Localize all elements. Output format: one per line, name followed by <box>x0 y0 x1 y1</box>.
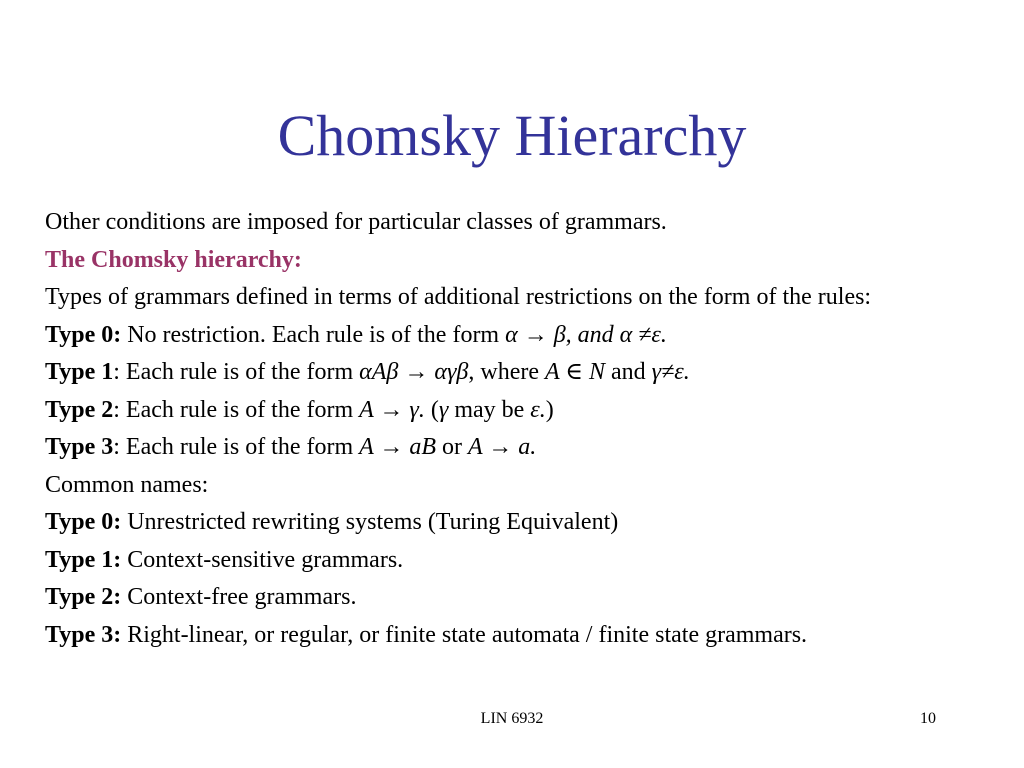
rule-connector: may be <box>448 396 531 423</box>
label-sep: : <box>113 434 120 460</box>
rule-text: Each rule is of the form <box>119 359 360 385</box>
common-name-text: Unrestricted rewriting systems (Turing Equivalent) <box>121 509 619 535</box>
type-label: Type 0: <box>45 321 122 348</box>
rule-text: Each rule is of the form <box>119 396 360 423</box>
type-label: Type 1 <box>45 359 114 385</box>
type-label: Type 1: <box>45 546 122 573</box>
rule-math-condition: γ≠ε. <box>651 359 690 385</box>
footer-course: LIN 6932 <box>480 710 544 727</box>
rule-math-condition: ε. <box>530 396 546 423</box>
rule-math-condition: γ <box>438 396 449 423</box>
type-label: Type 2: <box>45 584 122 610</box>
common-name-type-3 <box>45 621 975 649</box>
rule-text: Each rule is of the form <box>119 434 360 460</box>
rule-connector: or <box>436 434 469 460</box>
hierarchy-heading: The Chomsky hierarchy: <box>45 246 302 273</box>
rule-math: A → γ. <box>359 396 425 423</box>
footer-page-number: 10 <box>920 710 936 727</box>
slide-title: Chomsky Hierarchy <box>277 103 747 168</box>
type-label: Type 0: <box>45 509 122 535</box>
common-name-text: Context-free grammars. <box>121 584 357 610</box>
type-label: Type 3 <box>45 434 114 460</box>
intro-line: Other conditions are imposed for particular classes of grammars. <box>45 209 667 235</box>
types-description: Types of grammars defined in terms of additional restrictions on the form of the rules: <box>45 284 872 310</box>
rule-math: A → aB <box>359 434 437 460</box>
rule-math-condition: A → a. <box>468 434 537 460</box>
type-2-rule <box>45 396 975 424</box>
rule-math: α → β, and α ≠ε. <box>505 321 667 348</box>
common-name-type-0 <box>45 508 975 536</box>
rule-math-condition: A ∈ N <box>545 359 606 385</box>
label-sep: : <box>113 396 120 423</box>
type-1-rule <box>45 358 975 386</box>
slide-body <box>45 208 975 658</box>
rule-connector: , where <box>468 359 546 385</box>
common-name-text: Right-linear, or regular, or finite state automata / finite state grammars. <box>121 621 808 648</box>
type-label: Type 3: <box>45 621 122 648</box>
rule-math: αAβ → αγβ <box>359 359 469 385</box>
type-3-rule <box>45 433 975 461</box>
rule-connector: ( <box>424 396 439 423</box>
label-sep: : <box>113 359 120 385</box>
common-names-heading: Common names: <box>45 471 209 498</box>
rule-connector: ) <box>545 396 554 423</box>
common-name-type-1 <box>45 546 975 574</box>
rule-text: No restriction. Each rule is of the form <box>121 321 506 348</box>
type-label: Type 2 <box>45 396 114 423</box>
common-name-text: Context-sensitive grammars. <box>121 546 404 573</box>
rule-connector: and <box>605 359 652 385</box>
common-name-type-2 <box>45 583 975 611</box>
type-0-rule <box>45 321 975 349</box>
